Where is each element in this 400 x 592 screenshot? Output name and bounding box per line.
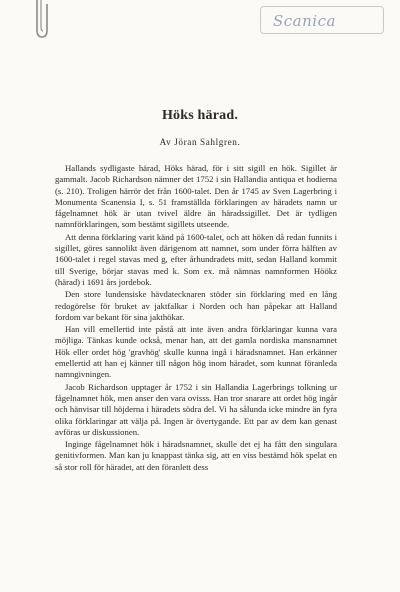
paragraph: Inginge fågelnamnet hök i häradsnamnet, skulle det ej ha fått den singulara genitivformen. Man kan ju knappast tänka sig, att en viss bestämd hök spelat en så stor roll för häradet, att den föranlett dess [55,439,337,472]
article-title: Höks härad. [161,108,239,123]
paragraph: Att denna förklaring varit känd på 1600-talet, och att höken då redan funnits i sigillet, göres sannolikt även därigenom att namnet, som under förra hälften av 1600-talet i regel stavas med g, efter århundradets mitt, sedan Halland kommit till Sverige, börjar stavas med k. Som ex. må nämnas namnformen Höökz (härad) i 1691 års jordebok. [55,231,337,287]
paragraph: Han vill emellertid inte påstå att inte även andra förklaringar kunna vara möjliga. Tänkas kunde också, menar han, att det gamla nordiska mansnamnet Hök eller ordet hög 'gravhög' skulle kunna ingå i häradsnamnet. Han erkänner emellertid att han ej känner till någon hög inom häradet, som kunnat föranleda namngivningen. [55,324,337,380]
article-body [55,163,337,474]
paragraph: Jacob Richardson upptager år 1752 i sin Hallandia Lagerbrings tolkning ur fågelnamnet hök, men anser den vara ovisss. Han tror snarare att ordet hög ingår och hänvisar till höjderna i häradets södra del. Vi ha sålunda icke mindre än fyra olika förklaringar att välja på. Ingen är övertygande. Ett par av dem kan genast avföras ur diskussionen. [55,381,337,437]
paperclip-icon [31,0,53,40]
paragraph: Den store lundensiske hävdatecknaren stöder sin förklaring med en lång redogörelse för bruket av jaktfalkar i Norden och han påpekar att Halland fordom var bekant för sina jakthökar. [55,289,337,322]
article-author: Av Jöran Sahlgren. [159,137,241,147]
paragraph: Hallands sydligaste härad, Höks härad, för i sitt sigill en hök. Sigillet är gammalt. Jacob Richardson nämner det 1752 i sin Hallandia antiqua et hodierna (s. 210). Troligen härrör det från 1600-talet. Den år 1745 av Sven Lagerbring i Monumenta Scanensia I, s. 51 framställda förklaringen av häradets namn ur fågelnamnet hök är utan tvivel äldre än häradssigillet. Det är tydligen namnförklaringen, som bestämt sigillets utseende. [55,163,337,230]
handwritten-annotation: Scanica [260,6,384,34]
